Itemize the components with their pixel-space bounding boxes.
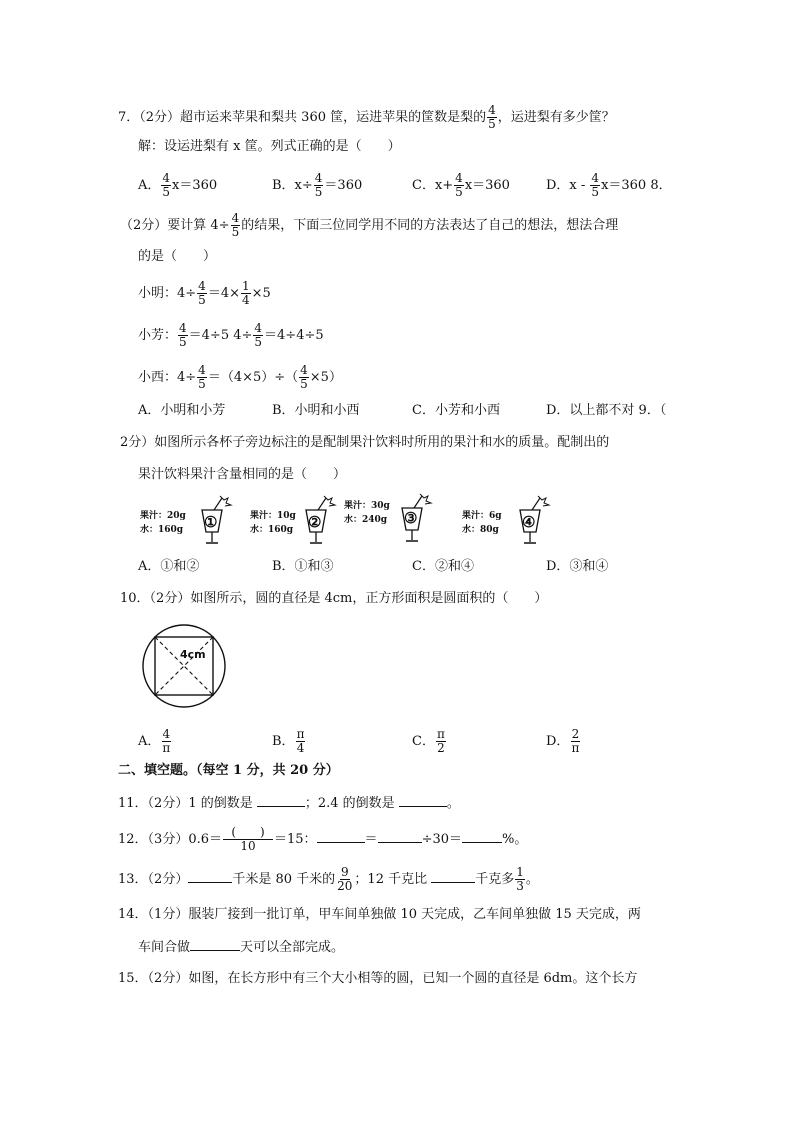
q14-line2: 车间合做 天可以全部完成。 [138,940,345,955]
q7-stem: 7．（2分）超市运来苹果和梨共 360 筐，运进苹果的筐数是梨的 $\frac{4}{5}$ ，运进梨有多少筐？ [118,103,615,131]
q8-option-a: A．小明和小芳 [138,403,226,418]
cup-4-water: 水：80g [462,525,499,535]
answer-blank [431,870,475,883]
q9-stem: 2分）如图所示各杯子旁边标注的是配制果汁饮料时所用的果汁和水的质量。配制出的 [120,435,610,450]
q10-stem: 10．（2分）如图所示，圆的直径是 4cm，正方形面积是圆面积的（ ） [120,591,548,606]
q12: 12．（3分）0.6＝ $\frac{( )}{10}$ ＝15： ＝ ÷30＝ %。 [118,825,528,853]
cup-4-juice: 果汁：6g [462,511,502,521]
q10-option-d: D． $\frac{2}{\pi}$ [546,727,580,755]
q7-option-a: A． $\frac{4}{5}$ x＝360 [138,171,218,199]
q7-option-d: D．x - $\frac{4}{5}$ x＝360 8． [546,171,672,199]
circle-square-figure [140,622,228,710]
q7-option-b: B．x÷ $\frac{4}{5}$ ＝360 [272,171,363,199]
q7-hint: 解：设运进梨有 x 筐。列式正确的是（ ） [138,139,401,154]
cup-2-water: 水：160g [250,525,294,535]
cup-1-juice: 果汁：20g [140,511,186,521]
q14-line1: 14．（1分）服装厂接到一批订单，甲车间单独做 10 天完成，乙车间单独做 15 天完成，两 [118,907,641,922]
cup-3-juice: 果汁：30g [344,501,390,511]
cup-3-figure [344,490,444,550]
section-heading: 二、填空题。（每空 1 分，共 20 分） [118,763,339,778]
cup-2-juice: 果汁：10g [250,511,296,521]
q11: 11．（2分）1 的倒数是 ；2.4 的倒数是 。 [118,796,460,811]
q9-option-c: C．②和④ [412,559,474,574]
fraction: $\frac{4}{5}$ [488,103,496,131]
q9-option-d: D．③和④ [546,559,609,574]
q8-stem: （2分）要计算 4÷ $\frac{4}{5}$ 的结果，下面三位同学用不同的方法表达了自己的想法，想法合理 [120,211,619,239]
q7-option-c: C．x+ $\frac{4}{5}$ x＝360 [412,171,510,199]
q10-option-c: C． $\frac{\pi}{2}$ [412,727,445,755]
q8-xiaoxi: 小西：4÷ $\frac{4}{5}$ ＝（4×5）÷（ $\frac{4}{5}$ ×5） [138,363,342,391]
q10-option-b: B． $\frac{\pi}{4}$ [272,727,305,755]
answer-blank [378,830,422,843]
q8-stem-2: 的是（ ） [138,249,217,264]
cup-3-number: ③ [404,509,418,527]
q8-option-b: B．小明和小西 [272,403,360,418]
cup-2-number: ② [308,513,322,531]
cup-1-figure [140,494,240,550]
q8-option-d: D．以上都不对 9．（ [546,403,667,418]
q9-option-a: A．①和② [138,559,200,574]
cup-1-water: 水：160g [140,525,184,535]
cup-3-water: 水：240g [344,515,388,525]
answer-blank [399,794,447,807]
answer-blank [257,794,305,807]
cup-4-number: ④ [522,513,536,531]
q9-option-b: B．①和③ [272,559,334,574]
cup-1-number: ① [204,513,218,531]
q8-xiaofang: 小芳： $\frac{4}{5}$ ＝4÷5 4÷ $\frac{4}{5}$ ＝4÷4÷5 [138,321,324,349]
answer-blank [190,938,240,951]
answer-blank [462,830,502,843]
q10-option-a: A． $\frac{4}{\pi}$ [138,727,171,755]
q15-line1: 15．（2分）如图，在长方形中有三个大小相等的圆，已知一个圆的直径是 6dm。这个长方 [118,971,638,986]
diameter-label: 4cm [180,648,206,661]
q8-xiaoming: 小明：4÷ $\frac{4}{5}$ ＝4× $\frac{1}{4}$ ×5 [138,279,271,307]
q8-option-c: C．小芳和小西 [412,403,500,418]
q9-stem-2: 果汁饮料果汁含量相同的是（ ） [138,467,347,482]
q13: 13．（2分） 千米是 80 千米的 $\frac{9}{20}$ ；12 千克比 千克多 $\frac{1}{3}$ 。 [118,865,539,893]
cup-2-figure [250,494,350,550]
answer-blank [317,830,365,843]
answer-blank [188,870,232,883]
cup-4-figure [462,494,562,550]
